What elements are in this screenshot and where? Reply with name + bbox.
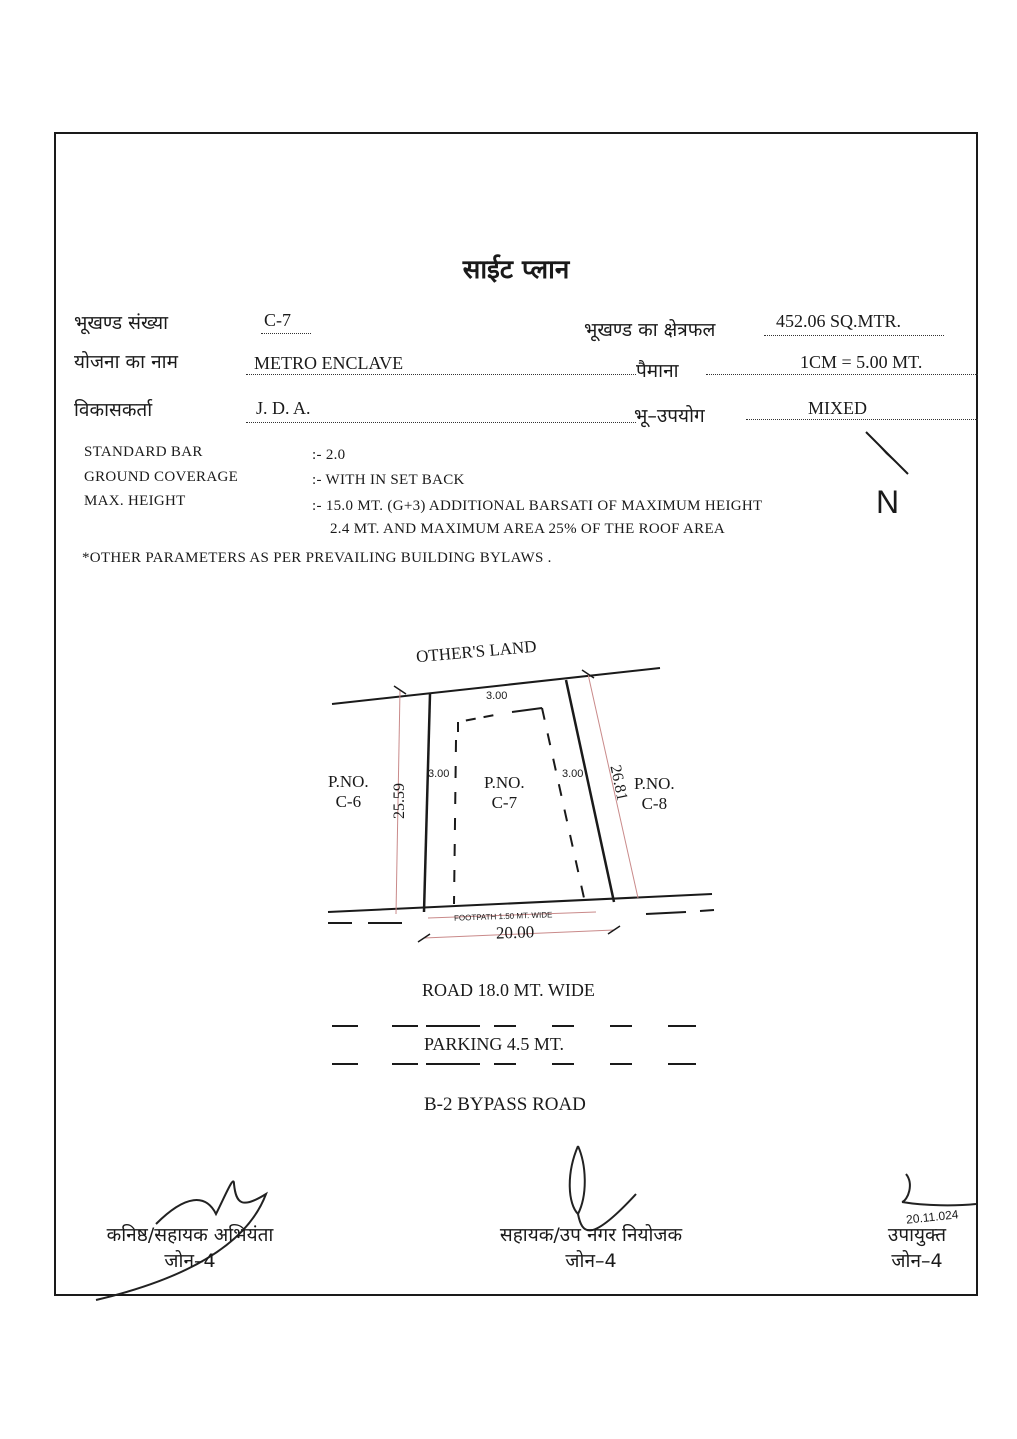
param-label-ground-coverage: GROUND COVERAGE: [84, 469, 239, 485]
land-use-value: MIXED: [808, 398, 867, 418]
developer-value: J. D. A.: [256, 398, 311, 418]
front-width-label: 20.00: [495, 922, 535, 943]
left-setback-label: 3.00: [428, 768, 450, 780]
signature-date: 20.11.024: [905, 1207, 960, 1227]
param-value-max-height-line2: 2.4 MT. AND MAXIMUM AREA 25% OF THE ROOF AREA: [330, 521, 726, 537]
signature-marks: [56, 134, 980, 1298]
footpath-label: FOOTPATH 1.50 MT. WIDE: [453, 910, 553, 923]
signature-left: [62, 1222, 318, 1274]
plot-c6-line1: P.NO.: [328, 772, 369, 791]
document-frame: [54, 132, 978, 1296]
bylaws-note: *OTHER PARAMETERS AS PER PREVAILING BUILDING BYLAWS .: [82, 550, 552, 566]
plot-c8-line2: C-8: [641, 794, 668, 813]
rear-setback-label: 3.00: [486, 690, 508, 702]
param-value-max-height: :- 15.0 MT. (G+3) ADDITIONAL BARSATI OF MAXIMUM HEIGHT: [312, 498, 763, 514]
signature-center-title: सहायक/उप नगर नियोजक: [499, 1224, 683, 1246]
param-label-max-height: MAX. HEIGHT: [84, 493, 186, 509]
plot-c7-line1: P.NO.: [484, 773, 525, 792]
param-label-standard-bar: STANDARD BAR: [84, 444, 203, 460]
plot-c6-line2: C-6: [335, 792, 362, 811]
right-side-length: 26.81: [606, 763, 631, 803]
parking-label: PARKING 4.5 MT.: [424, 1034, 565, 1054]
signature-left-zone: जोन–4: [164, 1250, 216, 1272]
signature-left-title: कनिष्ठ/सहायक अभियंता: [106, 1224, 274, 1246]
plot-no-label: भूखण्ड संख्या: [74, 312, 169, 334]
page-title: साईट प्लान: [462, 255, 570, 285]
north-label: N: [876, 484, 900, 520]
signature-center: [452, 1222, 730, 1274]
signature-right-zone: जोन–4: [891, 1250, 943, 1272]
left-side-length: 25.59: [391, 783, 408, 819]
signature-right: [872, 1222, 962, 1274]
developer-label: विकासकर्ता: [74, 399, 153, 421]
bypass-road-label: B-2 BYPASS ROAD: [424, 1094, 586, 1115]
land-use-label: भू–उपयोग: [634, 405, 705, 427]
others-land-label: OTHER'S LAND: [415, 636, 538, 667]
plot-c7-line2: C-7: [491, 793, 518, 812]
plot-no-value: C-7: [264, 310, 291, 330]
scale-value: 1CM = 5.00 MT.: [800, 352, 923, 372]
plot-area-value: 452.06 SQ.MTR.: [776, 311, 902, 331]
road-label: ROAD 18.0 MT. WIDE: [422, 980, 595, 1000]
plot-c8-line1: P.NO.: [634, 774, 675, 793]
right-setback-label: 3.00: [562, 768, 584, 780]
param-value-ground-coverage: :- WITH IN SET BACK: [312, 472, 465, 488]
signature-center-zone: जोन–4: [565, 1250, 617, 1272]
scheme-label: योजना का नाम: [74, 351, 178, 373]
param-value-standard-bar: :- 2.0: [312, 447, 346, 463]
plot-area-label: भूखण्ड का क्षेत्रफल: [584, 319, 716, 341]
signature-right-title: उपायुक्त: [887, 1224, 947, 1246]
scale-label: पैमाना: [636, 360, 679, 382]
scheme-value: METRO ENCLAVE: [254, 353, 404, 373]
